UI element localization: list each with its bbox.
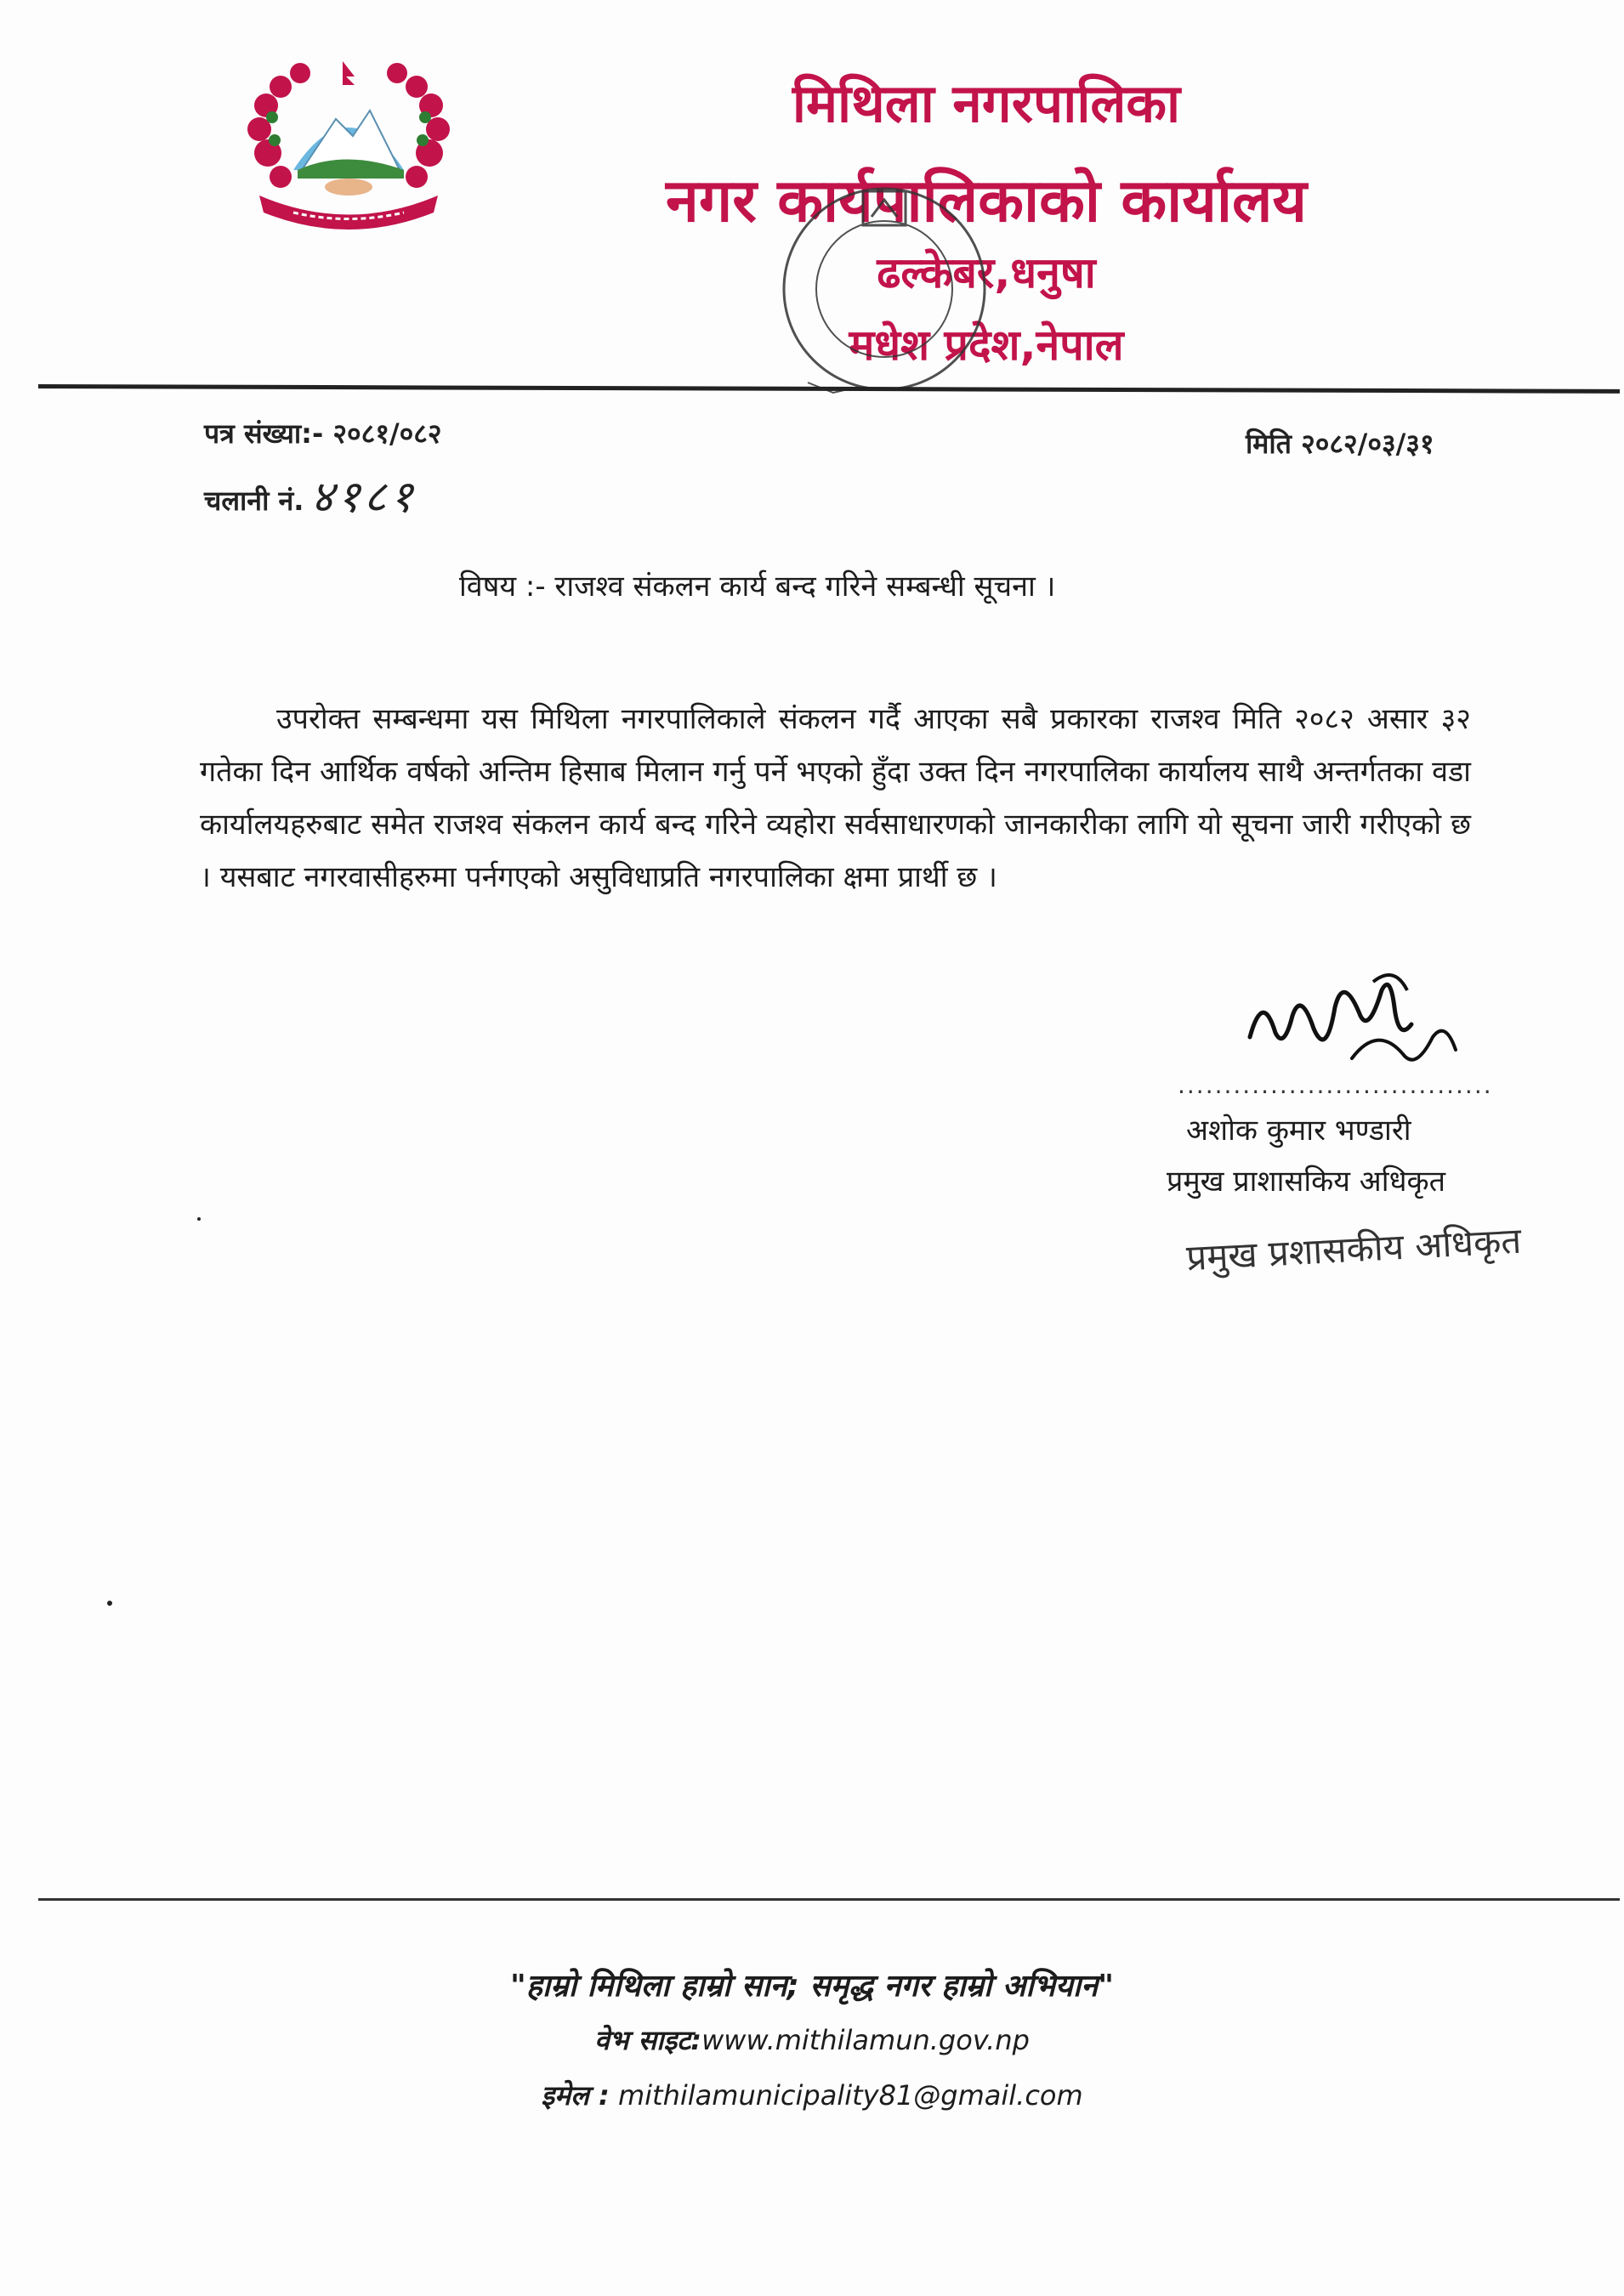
nepal-emblem-logo: [234, 51, 463, 234]
signatory-name: अशोक कुमार भण्डारी: [1186, 1114, 1411, 1148]
website-label: वेभ साइट:: [594, 2024, 702, 2056]
dispatch-number: [204, 463, 417, 524]
footer-motto: "हाम्रो मिथिला हाम्रो सान; समृद्ध नगर हाम्रो अभियान": [510, 1969, 1114, 2004]
office-province: मधेश प्रदेश,नेपाल: [849, 320, 1124, 370]
signatory-title: प्रमुख प्राशासकिय अधिकृत: [1167, 1165, 1445, 1199]
footer-divider: [38, 1898, 1620, 1901]
footer-website: [0, 2021, 1624, 2058]
email-link[interactable]: mithilamunicipality81@gmail.com: [617, 2079, 1083, 2112]
designation-stamp: प्रमुख प्रशासकीय अधिकृत: [1185, 1219, 1523, 1279]
letter-subject: विषय :- राजश्व संकलन कार्य बन्द गरिने सम्बन्धी सूचना ।: [459, 570, 1056, 604]
dispatch-handwritten-number: ४१८१: [310, 472, 417, 523]
org-name: मिथिला नगरपालिका: [792, 72, 1181, 134]
scan-speck: [197, 1217, 201, 1221]
office-location: ढल्केबर,धनुषा: [877, 248, 1096, 298]
dispatch-label: चलानी नं.: [204, 485, 304, 517]
office-name: नगर कार्यपालिकाको कार्यालय: [665, 166, 1308, 235]
letter-date: मिति २०८२/०३/३१: [1246, 428, 1434, 460]
letter-body: उपरोक्त सम्बन्धमा यस मिथिला नगरपालिकाले संकलन गर्दै आएका सबै प्रकारका राजश्व मिति २०८२ असार ३२ गतेका दिन आर्थिक वर्षको अन्तिम हिसाब मिलान गर्नु पर्ने भएको हुँदा उक्त दिन नगरपालिका कार्यालय साथै अन्तर्गतका वडा कार्यालयहरुबाट समेत राजश्व संकलन कार्य बन्द गरिने व्यहोरा सर्वसाधारणको जानकारीका लागि यो सूचना जारी गरीएको छ । यसबाट नगरवासीहरुमा पर्नगएको असुविधाप्रति नगरपालिका क्षमा प्रार्थी छ ।: [200, 702, 1471, 894]
letter-reference-number: पत्र संख्या:- २०८१/०८२: [204, 417, 442, 450]
office-seal-stamp: [748, 170, 1020, 408]
footer-email: [0, 2077, 1624, 2113]
email-label: इमेल :: [541, 2079, 610, 2112]
signature-line: ..................................: [1178, 1071, 1493, 1099]
scan-speck: [107, 1601, 112, 1606]
website-link[interactable]: www.mithilamun.gov.np: [701, 2024, 1030, 2056]
